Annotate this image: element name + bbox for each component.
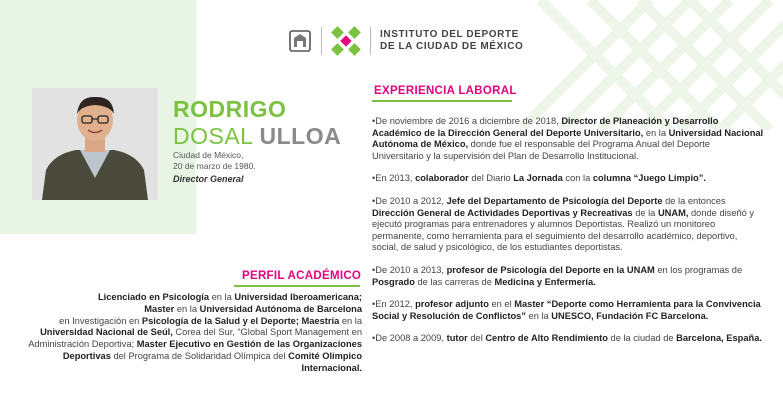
academic-segment: Master bbox=[144, 303, 175, 314]
academic-segment: en la bbox=[174, 303, 200, 314]
experience-item: •De 2010 a 2012, Jefe del Departamento de Psicología del Deporte de la entonces Dirección General de Actividades Deportivas y Recreativas de la UNAM, donde diseñó y ejecutó programas para entrenadores y alumnos Deportistas. Realizó un monitoreo permanente, como herramienta para el seguimiento del desarrollo académico, deportivo, social, de salud y psicológico, de los estudiantes deportistas. bbox=[372, 195, 755, 253]
experience-list bbox=[372, 116, 764, 356]
birth-place: Ciudad de México, bbox=[173, 150, 244, 160]
academic-segment: Comité Olímpico Internacional. bbox=[288, 350, 362, 373]
experience-item: •De 2008 a 2009, tutor del Centro de Alto Rendimiento de la ciudad de Barcelona, España. bbox=[372, 333, 762, 344]
birth-info bbox=[173, 150, 256, 172]
experience-underline bbox=[372, 100, 512, 102]
academic-segment: del Programa de Solidaridad Olímpica del bbox=[110, 350, 289, 361]
institution-name bbox=[380, 29, 523, 53]
academic-segment: en Investigación en bbox=[59, 315, 142, 326]
last-name-1: DOSAL bbox=[173, 123, 253, 149]
academic-segment: Universidad Nacional de Seúl, bbox=[40, 327, 173, 338]
birth-date: 20 de marzo de 1980. bbox=[173, 161, 256, 171]
academic-segment: Psicología de la Salud y el Deporte; Maestría bbox=[141, 315, 340, 326]
institution-line-1: INSTITUTO DEL DEPORTE bbox=[380, 29, 519, 40]
profile-photo bbox=[32, 88, 158, 200]
first-name: RODRIGO bbox=[173, 96, 287, 122]
mexico-shield-icon bbox=[288, 29, 312, 53]
logo-divider bbox=[321, 27, 322, 55]
institution-line-2: DE LA CIUDAD DE MÉXICO bbox=[380, 41, 524, 52]
last-name-2: ULLOA bbox=[259, 123, 342, 149]
last-names bbox=[173, 123, 341, 149]
experience-heading: EXPERIENCIA LABORAL bbox=[374, 85, 517, 97]
experience-item: •En 2013, colaborador del Diario La Jornada con la columna “Juego Limpio”. bbox=[372, 173, 706, 184]
academic-segment: Corea del Sur, “Global Sport Management en Administración Deportiva; bbox=[28, 327, 362, 350]
cdmx-logo-icon bbox=[331, 26, 361, 56]
academic-segment: Universidad Iberoamericana; bbox=[234, 292, 362, 302]
academic-segment: Master Ejecutivo en Gestión de las Organizaciones Deportivas bbox=[62, 339, 362, 361]
job-title: Director General bbox=[173, 174, 244, 184]
academic-heading: PERFIL ACADÉMICO bbox=[242, 270, 362, 282]
decorative-pattern bbox=[520, 0, 783, 130]
experience-item: •De 2010 a 2013, profesor de Psicología del Deporte en la UNAM en los programas de Posgrado de las carreras de Medicina y Enfermería. bbox=[372, 264, 743, 287]
academic-segment: Universidad Autónoma de Barcelona bbox=[199, 303, 362, 314]
experience-item: •De noviembre de 2016 a diciembre de 2018, Director de Planeación y Desarrollo Académico de la Dirección General del Deporte Universitario, en la Universidad Nacional Autónoma de México, donde fue el responsable del Programa Anual del Deporte Universitario y la supervisión del Plan de Desarrollo Institucional. bbox=[372, 116, 764, 161]
academic-underline bbox=[234, 285, 360, 287]
academic-segment: en la bbox=[339, 315, 362, 326]
academic-segment: Licenciado en Psicología bbox=[97, 292, 210, 302]
header-logos bbox=[288, 26, 523, 56]
experience-item: •En 2012, profesor adjunto en el Master “Deporte como Herramienta para la Convivencia Social y Resolución de Conflictos” en la UNESCO, Fundación FC Barcelona. bbox=[372, 299, 761, 321]
academic-text bbox=[20, 292, 362, 375]
academic-segment: en la bbox=[209, 292, 235, 302]
logo-divider-2 bbox=[370, 27, 371, 55]
